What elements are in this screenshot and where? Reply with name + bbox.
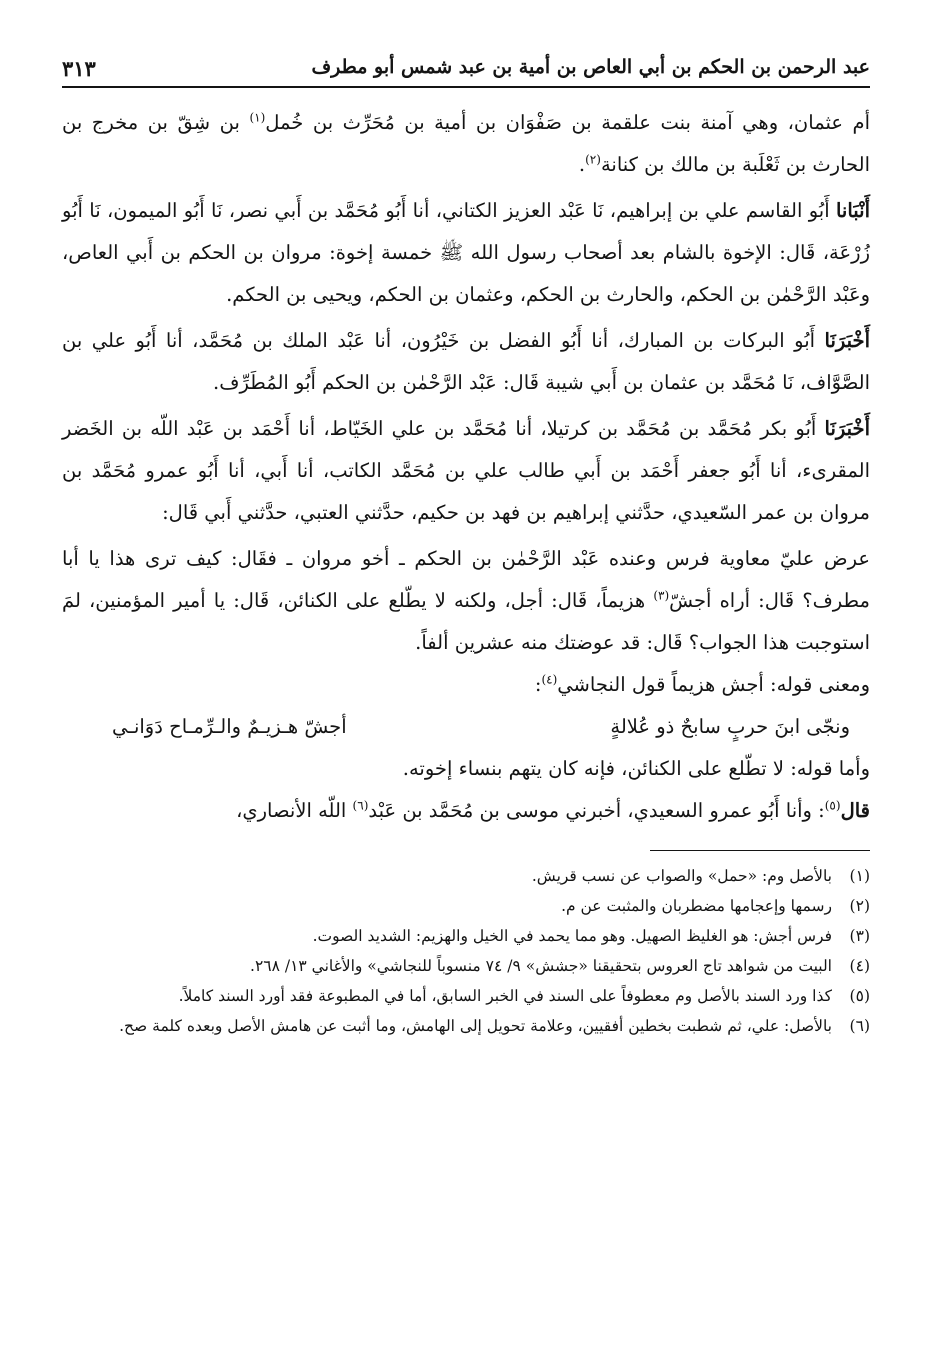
footnote-text: فرس أجش: هو الغليظ الصهيل. وهو مما يحمد في الخيل والهزيم: الشديد الصوت. bbox=[312, 927, 832, 945]
paragraph-3 bbox=[62, 320, 870, 404]
verse-first-hemistich: ونجّى ابنَ حربٍ سابحٌ ذو عُلالةٍ bbox=[610, 715, 850, 738]
footnote-text: البيت من شواهد تاج العروس بتحقيقنا «جشش» ٩/ ٧٤ منسوباً للنجاشي» والأغاني ١٣/ ٢٦٨. bbox=[250, 957, 832, 975]
footnote-text: رسمها وإعجامها مضطربان والمثبت عن م. bbox=[561, 897, 832, 915]
footnote bbox=[62, 951, 870, 981]
footnote-text: بالأصل وم: «حمل» والصواب عن نسب قريش. bbox=[531, 867, 832, 885]
footnote bbox=[62, 1011, 870, 1041]
footnote bbox=[62, 921, 870, 951]
footnote-number: (١) bbox=[849, 867, 870, 885]
paragraph-text: عرض عليّ معاوية فرس وعنده عَبْد الرَّحْمٰن بن الحكم ـ أخو مروان ـ فقَال: كيف ترى هذا يا أبا مطرف؟ قَال: أراه أجشّ bbox=[62, 547, 870, 612]
book-page bbox=[62, 50, 870, 1300]
footnote-number: (٥) bbox=[849, 987, 870, 1005]
paragraph-4 bbox=[62, 408, 870, 534]
footnotes bbox=[62, 861, 870, 1041]
footnote-divider bbox=[650, 850, 870, 851]
main-text bbox=[62, 102, 870, 832]
paragraph-text: اللّه الأنصاري، bbox=[236, 799, 353, 822]
paragraph-text: أَبُو القاسم علي بن إبراهيم، نَا عَبْد العزيز الكتاني، أنا أَبُو مُحَمَّد بن أَبي نصر، نَا أَبُو الميمون، نَا أَبُو زُرْعَة، قَال: الإخوة بالشام بعد أصحاب رسول الله ﷺ خمسة إخوة: مروان بن الحكم بن أَبي العاص، وعَبْد الرَّحْمٰن بن الحكم، والحارث بن الحكم، وعثمان بن الحكم، ويحيى بن الحكم. bbox=[62, 199, 870, 306]
footnote-number: (٤) bbox=[849, 957, 870, 975]
footnote-text: بالأصل: علي، ثم شطبت بخطين أفقيين، وعلامة تحويل إلى الهامش، وما أثبت عن هامش الأصل وبعده كلمة صح. bbox=[119, 1017, 832, 1035]
paragraph-text: : وأنا أَبُو عمرو السعيدي، أخبرني موسى بن مُحَمَّد بن عَبْد bbox=[368, 799, 825, 822]
page-number: ٣١٣ bbox=[62, 56, 96, 81]
footnote-number: (٣) bbox=[849, 927, 870, 945]
paragraph-text: ومعنى قوله: أجش هزيماً قول النجاشي bbox=[557, 673, 870, 696]
paragraph-1 bbox=[62, 102, 870, 186]
paragraph-text: بن شِقّ بن مخرج بن الحارث بن ثَعْلَبة بن مالك بن كنانة bbox=[62, 111, 870, 176]
footnote-number: (٢) bbox=[849, 897, 870, 915]
paragraph-8 bbox=[62, 790, 870, 832]
paragraph-text: . bbox=[578, 153, 586, 176]
footnote bbox=[62, 981, 870, 1011]
footnote-ref: (٣) bbox=[653, 588, 670, 603]
footnote-ref: (٦) bbox=[352, 798, 369, 813]
footnote-number: (٦) bbox=[849, 1017, 870, 1035]
isnad-keyword: أَنْبَانا bbox=[835, 199, 870, 222]
paragraph-7 bbox=[62, 748, 870, 790]
paragraph-text: وأما قوله: لا تطّلع على الكنائن، فإنه كان يتهم بنساء إخوته. bbox=[402, 757, 870, 780]
paragraph-text: أَبُو بكر مُحَمَّد بن مُحَمَّد بن كرتيلا، أنا مُحَمَّد بن علي الخَيّاط، أنا أَحْمَد بن عَبْد اللّه بن الخَضر المقرىء، أنا أَبُو جعفر أَحْمَد بن أَبي طالب علي بن مُحَمَّد الكاتب، أنا أَبي، أنا أَبُو عمرو مُحَمَّد بن مروان بن عمر السّعيدي، حدَّثني إبراهيم بن فهد بن حكيم، حدَّثني العتبي، حدَّثني أَبي قَال: bbox=[62, 417, 870, 524]
isnad-keyword: أَخْبَرَنَا bbox=[824, 329, 870, 352]
paragraph-text: : bbox=[534, 673, 542, 696]
footnote bbox=[62, 891, 870, 921]
paragraph-text: هزيماً، قَال: أجل، ولكنه لا يطّلع على الكنائن، قَال: يا أمير المؤمنين، لمَ استوجبت هذا الجواب؟ قَال: قد عوضتك منه عشرين ألفاً. bbox=[62, 589, 870, 654]
paragraph-6 bbox=[62, 664, 870, 706]
paragraph-2 bbox=[62, 190, 870, 316]
footnote bbox=[62, 861, 870, 891]
header-title: عبد الرحمن بن الحكم بن أبي العاص بن أمية بن عبد شمس أبو مطرف bbox=[311, 56, 870, 78]
poetry-verse bbox=[62, 706, 870, 748]
isnad-keyword: قال bbox=[840, 799, 870, 822]
isnad-keyword: أَخْبَرَنَا bbox=[824, 417, 870, 440]
footnote-ref: (٢) bbox=[585, 152, 601, 167]
verse-second-hemistich: أجشّ هـزيـمٌ والـرِّمـاح دَوَانـي bbox=[112, 715, 347, 738]
paragraph-text: أم عثمان، وهي آمنة بنت علقمة بن صَفْوَان بن أمية بن مُحَرِّث بن خُمل bbox=[265, 111, 871, 134]
paragraph-text: أَبُو البركات بن المبارك، أنا أَبُو الفضل بن خَيْرُون، أنا عَبْد الملك بن مُحَمَّد، أنا أَبُو علي بن الصَّوَّاف، نَا مُحَمَّد بن عثمان بن أَبي شيبة قَال: عَبْد الرَّحْمٰن بن الحكم أَبُو المُطَرِّف. bbox=[62, 329, 870, 394]
footnote-ref: (١) bbox=[249, 110, 266, 125]
paragraph-5 bbox=[62, 538, 870, 664]
footnote-ref: (٥) bbox=[824, 798, 841, 813]
footnote-ref: (٤) bbox=[541, 672, 558, 687]
footnote-text: كذا ورد السند بالأصل وم معطوفاً على السند في الخبر السابق، أما في المطبوعة فقد أورد السند كاملاً. bbox=[178, 987, 832, 1005]
running-header bbox=[62, 50, 870, 88]
